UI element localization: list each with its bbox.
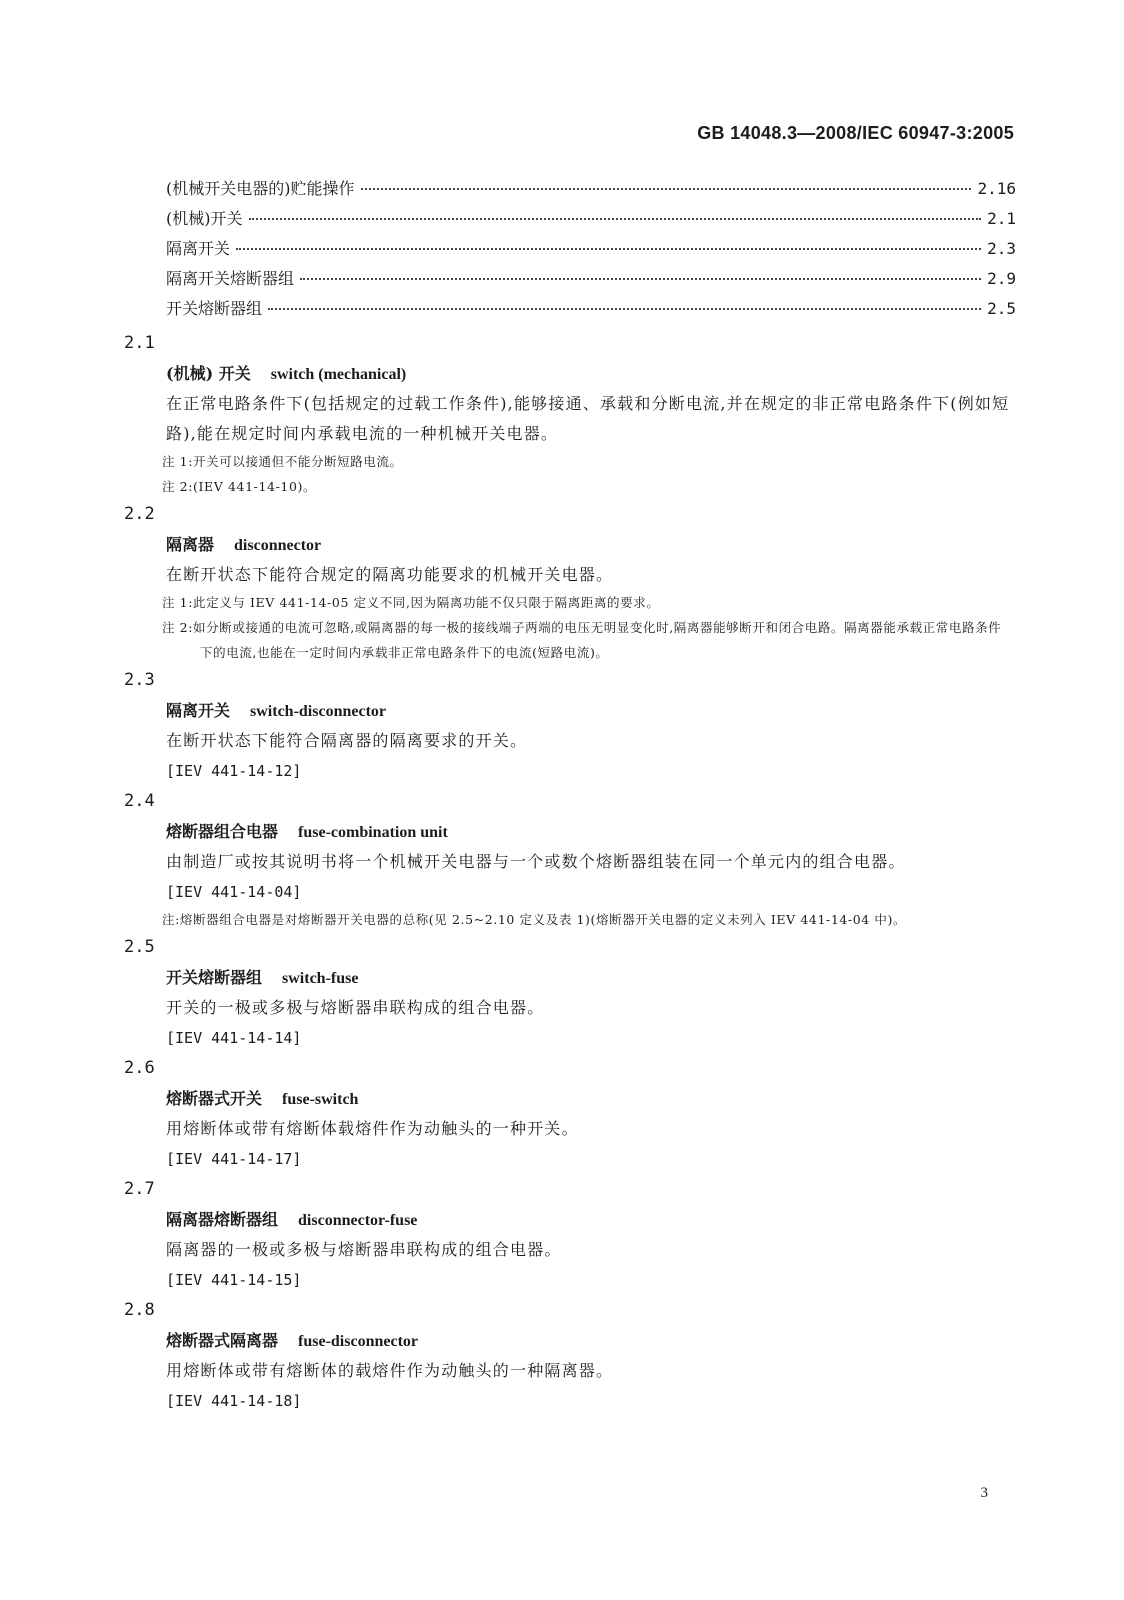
clause-number: 2.5 xyxy=(124,937,155,957)
term-heading xyxy=(166,817,1010,847)
clause-2-8 xyxy=(124,1295,1010,1416)
note: 注 2:如分断或接通的电流可忽略,或隔离器的每一极的接线端子两端的电压无明显变化时,隔离器能够断开和闭合电路。隔离器能承载正常电路条件下的电流,也能在一定时间内承载非正常电路条件下的电流(短路电流)。 xyxy=(162,620,1002,660)
clause-number: 2.4 xyxy=(124,791,155,811)
definitions-body xyxy=(124,328,1010,1416)
dot-leader xyxy=(361,188,972,190)
term-zh: (机械) 开关 xyxy=(166,364,251,383)
clause-number: 2.6 xyxy=(124,1058,155,1078)
clause-number: 2.3 xyxy=(124,670,155,690)
clause-2-2 xyxy=(124,499,1010,665)
dot-leader xyxy=(268,308,981,310)
index-term: 开关熔断器组 xyxy=(166,299,263,318)
standard-number: GB 14048.3—2008/IEC 60947-3:2005 xyxy=(697,123,1014,143)
index-ref: 2.9 xyxy=(987,269,1016,288)
term-heading xyxy=(166,1084,1010,1114)
term-en: switch-disconnector xyxy=(250,703,386,720)
term-en: disconnector xyxy=(234,537,322,554)
clause-2-4 xyxy=(124,786,1010,932)
index-term: (机械开关电器的)贮能操作 xyxy=(166,179,355,198)
iev-reference: [IEV 441-14-18] xyxy=(166,1392,302,1410)
definition-text: 在断开状态下能符合隔离器的隔离要求的开关。 xyxy=(166,731,528,750)
index-term: 隔离开关 xyxy=(166,239,231,258)
note: 注 1:此定义与 IEV 441-14-05 定义不同,因为隔离功能不仅只限于隔离距离的要求。 xyxy=(162,595,660,610)
term-heading xyxy=(166,1326,1010,1356)
index-row xyxy=(166,206,1016,236)
term-en: fuse-combination unit xyxy=(298,824,448,841)
definition-text: 隔离器的一极或多极与熔断器串联构成的组合电器。 xyxy=(166,1240,562,1259)
iev-reference: [IEV 441-14-04] xyxy=(166,883,302,901)
definition-text: 开关的一极或多极与熔断器串联构成的组合电器。 xyxy=(166,998,545,1017)
term-en: switch (mechanical) xyxy=(270,366,407,383)
clause-2-3 xyxy=(124,665,1010,786)
page-number: 3 xyxy=(980,1485,988,1501)
note: 注 2:(IEV 441-14-10)。 xyxy=(162,479,317,494)
term-zh: 隔离器 xyxy=(166,535,215,554)
term-en: fuse-switch xyxy=(282,1091,359,1108)
clause-number: 2.7 xyxy=(124,1179,155,1199)
term-heading xyxy=(166,696,1010,726)
index-ref: 2.3 xyxy=(987,239,1016,258)
iev-reference: [IEV 441-14-14] xyxy=(166,1029,302,1047)
clause-2-5 xyxy=(124,932,1010,1053)
index-row xyxy=(166,176,1016,206)
clause-2-7 xyxy=(124,1174,1010,1295)
dot-leader xyxy=(249,218,982,220)
definition-text: 在正常电路条件下(包括规定的过载工作条件),能够接通、承载和分断电流,并在规定的非正常电路条件下(例如短路),能在规定时间内承载电流的一种机械开关电器。 xyxy=(166,394,1010,443)
term-zh: 熔断器式隔离器 xyxy=(166,1331,279,1350)
clause-number: 2.8 xyxy=(124,1300,155,1320)
term-en: disconnector-fuse xyxy=(298,1212,418,1229)
definition-text: 在断开状态下能符合规定的隔离功能要求的机械开关电器。 xyxy=(166,565,614,584)
iev-reference: [IEV 441-14-17] xyxy=(166,1150,302,1168)
index-ref: 2.16 xyxy=(977,179,1016,198)
index-ref: 2.5 xyxy=(987,299,1016,318)
term-heading xyxy=(166,359,1010,389)
clause-2-6 xyxy=(124,1053,1010,1174)
index-ref: 2.1 xyxy=(987,209,1016,228)
iev-reference: [IEV 441-14-15] xyxy=(166,1271,302,1289)
clause-number: 2.2 xyxy=(124,504,155,524)
dot-leader xyxy=(300,278,981,280)
note: 注:熔断器组合电器是对熔断器开关电器的总称(见 2.5~2.10 定义及表 1)(熔断器开关电器的定义未列入 IEV 441-14-04 中)。 xyxy=(162,912,907,927)
index-term: 隔离开关熔断器组 xyxy=(166,269,295,288)
index-row xyxy=(166,236,1016,266)
definition-text: 由制造厂或按其说明书将一个机械开关电器与一个或数个熔断器组装在同一个单元内的组合电器。 xyxy=(166,852,906,871)
term-zh: 熔断器组合电器 xyxy=(166,822,279,841)
index-term: (机械)开关 xyxy=(166,209,243,228)
term-index xyxy=(166,176,1016,326)
term-en: fuse-disconnector xyxy=(298,1333,418,1350)
term-en: switch-fuse xyxy=(282,970,359,987)
term-zh: 开关熔断器组 xyxy=(166,968,263,987)
clause-2-1 xyxy=(124,328,1010,499)
definition-text: 用熔断体或带有熔断体的载熔件作为动触头的一种隔离器。 xyxy=(166,1361,614,1380)
definition-text: 用熔断体或带有熔断体载熔件作为动触头的一种开关。 xyxy=(166,1119,579,1138)
term-zh: 隔离开关 xyxy=(166,701,231,720)
note: 注 1:开关可以接通但不能分断短路电流。 xyxy=(162,454,403,469)
index-row xyxy=(166,266,1016,296)
term-zh: 隔离器熔断器组 xyxy=(166,1210,279,1229)
term-heading xyxy=(166,530,1010,560)
term-heading xyxy=(166,1205,1010,1235)
clause-number: 2.1 xyxy=(124,333,155,353)
iev-reference: [IEV 441-14-12] xyxy=(166,762,302,780)
index-row xyxy=(166,296,1016,326)
term-zh: 熔断器式开关 xyxy=(166,1089,263,1108)
term-heading xyxy=(166,963,1010,993)
dot-leader xyxy=(236,248,981,250)
